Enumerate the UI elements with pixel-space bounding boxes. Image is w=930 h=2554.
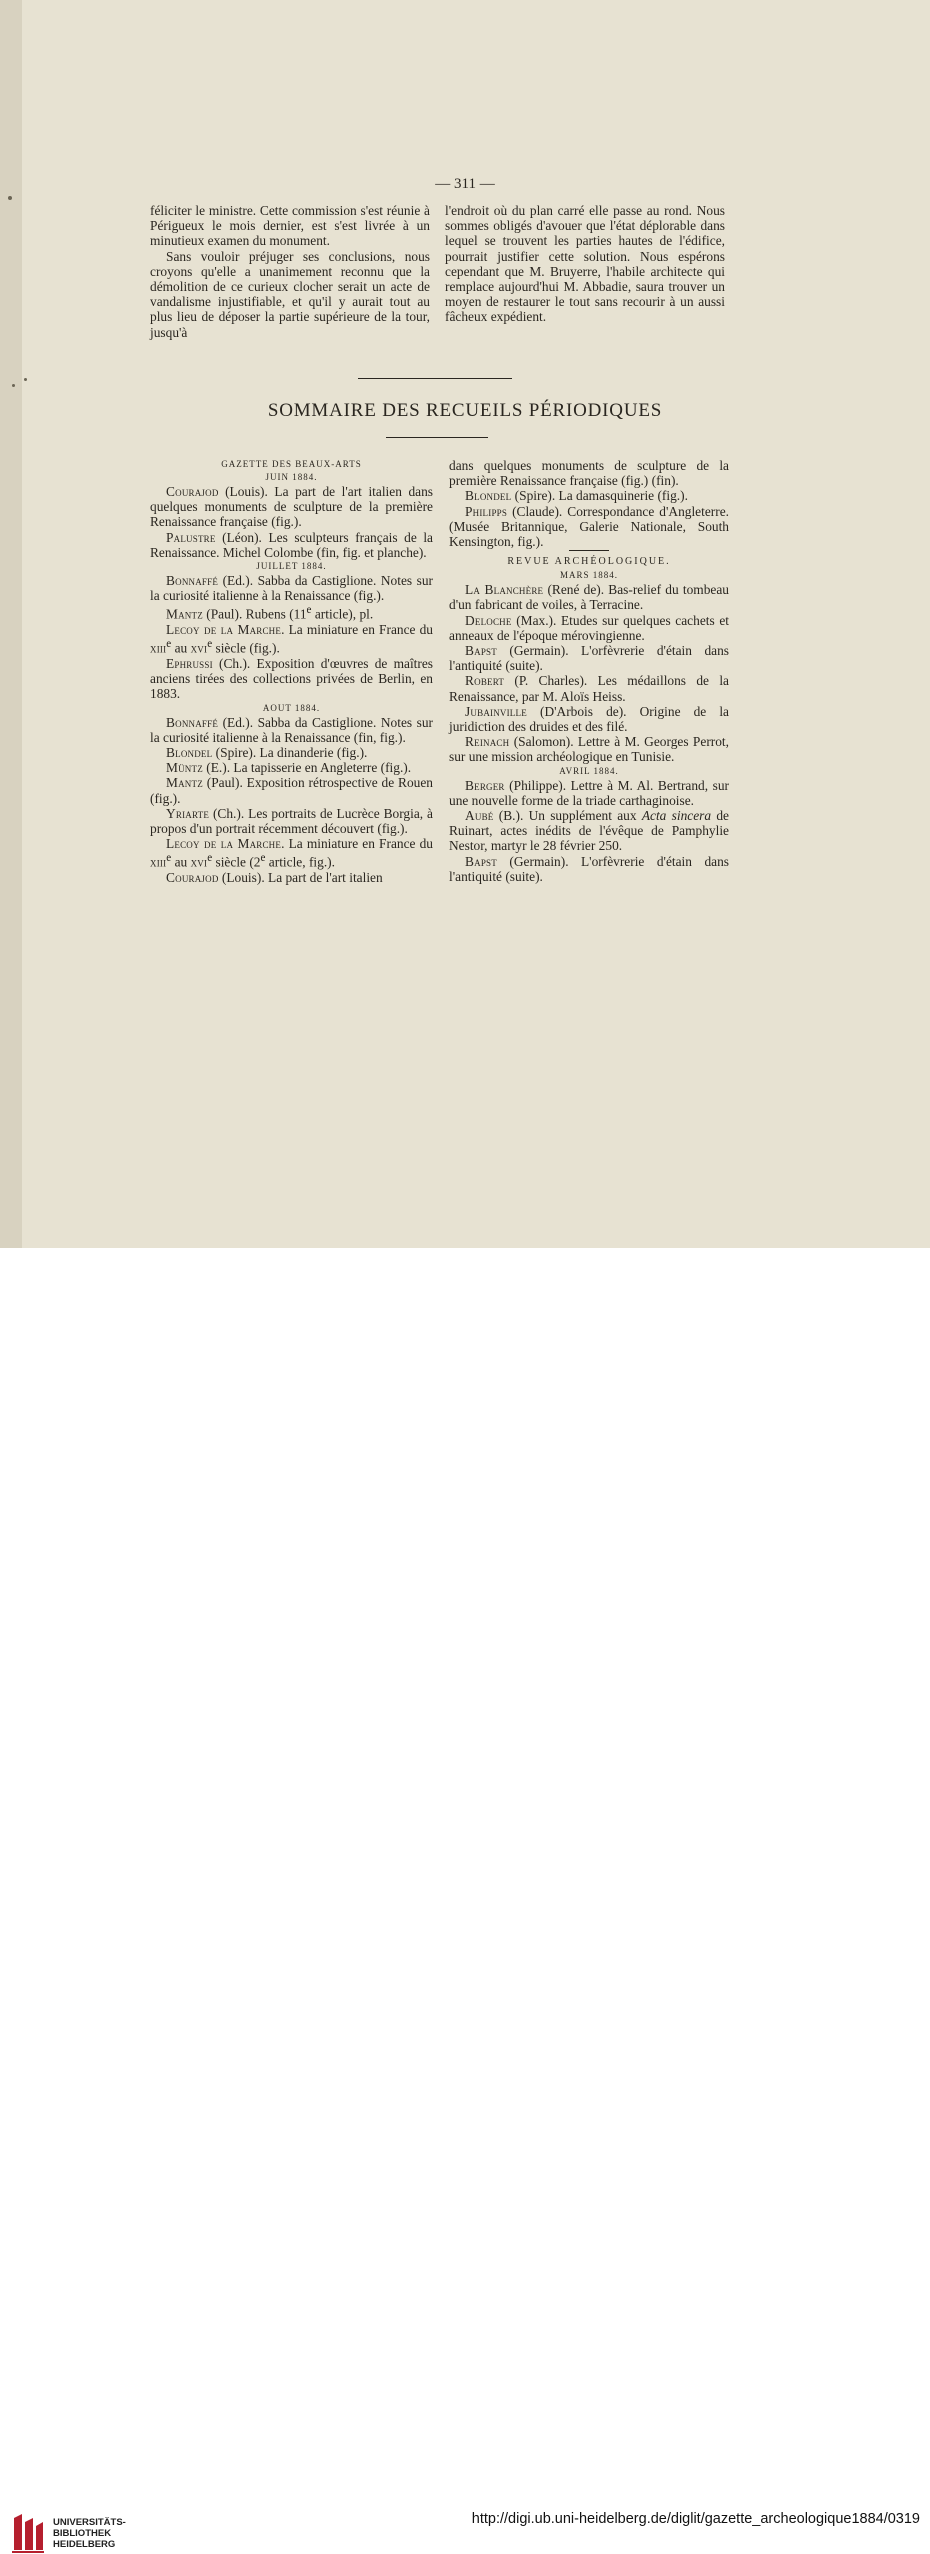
footer-bar — [0, 1248, 930, 2550]
issue-date: AOUT 1884. — [262, 702, 321, 713]
entry: Aubé (B.). Un supplément aux Acta sincera de Ruinart, actes inédits de l'évêque de Pamphylie Nestor, martyr le 28 février 250. — [449, 808, 729, 854]
journal-heading: REVUE ARCHÉOLOGIQUE. — [507, 556, 671, 568]
divider-rule — [386, 437, 488, 438]
entry: Müntz (E.). La tapisserie en Angleterre (fig.). — [166, 760, 412, 776]
entry: Ephrussi (Ch.). Exposition d'œuvres de maîtres anciens tirées des collections privées de Berlin, en 1883. — [150, 655, 433, 702]
entry: Bapst (Germain). L'orfèvrerie d'étain dans l'antiquité (suite). — [449, 643, 729, 674]
entry: Lecoy de la Marche. La miniature en France du xiii$^e$ au xvi$^e$ siècle (2e article, fig.). — [150, 836, 434, 870]
entry: Berger (Philippe). Lettre à M. Al. Bertrand, sur une nouvelle forme de la triade carthaginoise. — [449, 777, 729, 808]
paper-stain — [8, 196, 12, 200]
journal-heading: GAZETTE DES BEAUX-ARTS — [221, 459, 362, 469]
short-divider — [569, 550, 609, 551]
entry: Blondel (Spire). La dinanderie (fig.). — [166, 744, 368, 760]
entry: Palustre (Léon). Les sculpteurs français de la Renaissance. Michel Colombe (fin, fig. et planche). — [150, 529, 433, 560]
right-column — [449, 458, 729, 884]
page-number: — 311 — — [435, 176, 495, 192]
entry: Jubainville (D'Arbois de). Origine de la juridiction des druides et des filé. — [449, 703, 729, 735]
issue-date: MARS 1884. — [559, 570, 618, 581]
entry: Yriarte (Ch.). Les portraits de Lucrèce Borgia, à propos d'un portrait récemment découvert (fig.). — [150, 805, 433, 836]
source-url-link[interactable]: http://digi.ub.uni-heidelberg.de/diglit/gazette_archeologique1884/0319 — [471, 2511, 920, 2527]
entry: Reinach (Salomon). Lettre à M. Georges Perrot, sur une mission archéologique en Tunisie. — [449, 734, 729, 765]
section-title: SOMMAIRE DES RECUEILS PÉRIODIQUES — [267, 400, 663, 421]
university-library-logo — [10, 2510, 46, 2554]
issue-date: JUILLET 1884. — [256, 561, 327, 572]
entry: Bapst (Germain). L'orfèvrerie d'étain dans l'antiquité (suite). — [449, 853, 729, 884]
left-column — [150, 458, 433, 885]
entry: Blondel (Spire). La damasquinerie (fig.). — [465, 488, 688, 504]
entry: Philipps (Claude). Correspondance d'Angleterre. (Musée Britannique, Galerie Nationale, South Kensington, fig.). — [449, 503, 729, 550]
entry: Mantz (Paul). Rubens (11e article), pl. — [166, 604, 374, 622]
entry: Bonnaffé (Ed.). Sabba da Castiglione. Notes sur la curiosité italienne à la Renaissance (fig.). — [150, 573, 433, 604]
paragraph: Sans vouloir préjuger ses conclusions, nous croyons qu'elle a unanimement reconnu que la démolition de ce curieux clocher serait un acte de vandalisme injustifiable, et qu'il y aurait tout au plus lieu de déposer la partie supérieure de la tour, jusqu'à — [150, 248, 430, 340]
library-name: UNIVERSITÄTS- BIBLIOTHEK HEIDELBERG — [53, 2517, 126, 2550]
paper-stain — [24, 378, 27, 381]
entry-continuation: dans quelques monuments de sculpture de la première Renaissance française (fig.) (fin). — [449, 458, 729, 489]
top-right-column — [445, 203, 725, 325]
entry: Robert (P. Charles). Les médaillons de la Renaissance, par M. Aloïs Heiss. — [449, 673, 729, 704]
entry: Courajod (Louis). La part de l'art italien dans quelques monuments de sculpture de la première Renaissance française (fig.). — [150, 484, 433, 530]
entry: Mantz (Paul). Exposition rétrospective de Rouen (fig.). — [150, 775, 433, 806]
scanned-page — [0, 0, 930, 1248]
issue-date: AVRIL 1884. — [559, 765, 619, 776]
paragraph: féliciter le ministre. Cette commission s'est réunie à Périgueux le mois dernier, est s'est livrée à un minutieux examen du monument. — [150, 203, 430, 249]
issue-date: JUIN 1884. — [265, 472, 318, 482]
entry: Bonnaffé (Ed.). Sabba da Castiglione. Notes sur la curiosité italienne à la Renaissance (fin, fig.). — [150, 714, 433, 745]
entry: Lecoy de la Marche. La miniature en France du xiii$^e$ au xvi$^e$ siècle (fig.). — [150, 622, 434, 656]
divider-rule — [358, 378, 512, 379]
paper-stain — [12, 384, 15, 387]
paragraph: l'endroit où du plan carré elle passe au rond. Nous sommes obligés d'avouer que l'état déplorable dans lequel se trouvent les parties hautes de l'édifice, pourrait justifier cette solution. Nous espérons cependant que M. Bruyerre, l'habile architecte qui remplace aujourd'hui M. Abbadie, saura trouver un moyen de restaurer le tout sans recourir à un aussi fâcheux expédient. — [445, 203, 725, 325]
entry: La Blanchère (René de). Bas-relief du tombeau d'un fabricant de voiles, à Terracine. — [449, 582, 730, 613]
entry: Deloche (Max.). Etudes sur quelques cachets et anneaux de l'époque mérovingienne. — [449, 612, 729, 643]
top-left-column — [150, 203, 430, 340]
entry: Courajod (Louis). La part de l'art italien — [166, 870, 383, 886]
